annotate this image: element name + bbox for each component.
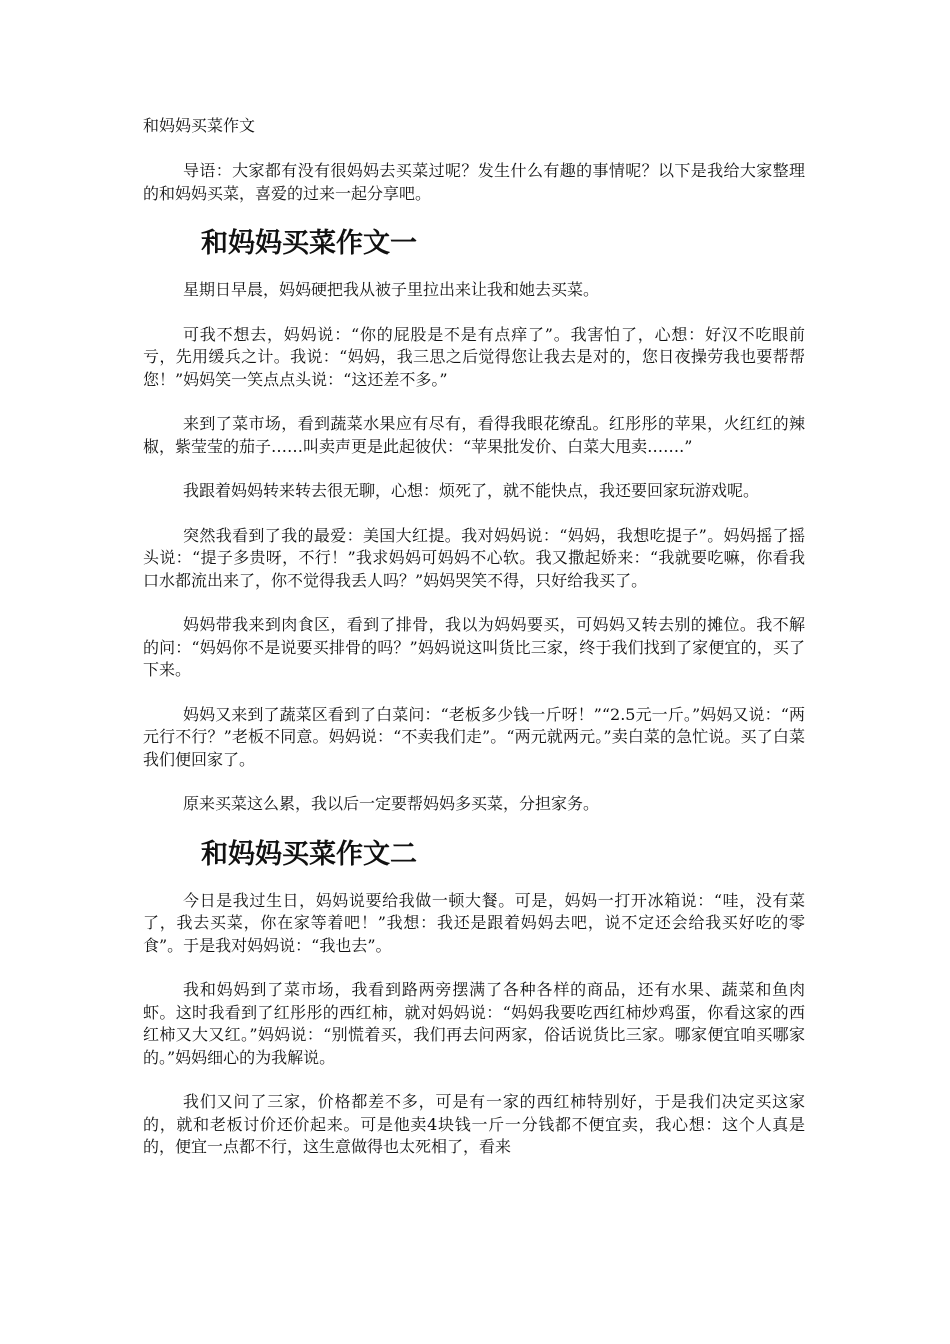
paragraph: 今日是我过生日，妈妈说要给我做一顿大餐。可是，妈妈一打开冰箱说：“哇，没有菜了，我去买菜，你在家等着吧！”我想：我还是跟着妈妈去吧，说不定还会给我买好吃的零食”。于是我对妈妈说：“我也去”。 <box>143 890 805 955</box>
paragraph: 妈妈又来到了蔬菜区看到了白菜问：“老板多少钱一斤呀！”“2.5元一斤。”妈妈又说：“两元行不行？”老板不同意。妈妈说：“不卖我们走”。“两元就两元。”卖白菜的急忙说。买了白菜我们便回家了。 <box>143 704 805 769</box>
document-body <box>143 114 805 1181</box>
paragraph: 我和妈妈到了菜市场，我看到路两旁摆满了各种各样的商品，还有水果、蔬菜和鱼肉虾。这时我看到了红彤彤的西红柿，就对妈妈说：“妈妈我要吃西红柿炒鸡蛋，你看这家的西红柿又大又红。”妈妈说：“别慌着买，我们再去问两家，俗话说货比三家。哪家便宜咱买哪家的。”妈妈细心的为我解说。 <box>143 980 805 1067</box>
intro-paragraph: 导语：大家都有没有很妈妈去买菜过呢？发生什么有趣的事情呢？以下是我给大家整理的和妈妈买菜，喜爱的过来一起分享吧。 <box>143 161 805 203</box>
paragraph: 我跟着妈妈转来转去很无聊，心想：烦死了，就不能快点，我还要回家玩游戏呢。 <box>183 481 760 500</box>
paragraph: 可我不想去，妈妈说：“你的屁股是不是有点痒了”。我害怕了，心想：好汉不吃眼前亏，先用缓兵之计。我说：“妈妈，我三思之后觉得您让我去是对的，您日夜操劳我也要帮帮您！”妈妈笑一笑点点头说：“这还差不多。” <box>143 324 805 389</box>
essay-section-1 <box>143 227 805 816</box>
paragraph: 原来买菜这么累，我以后一定要帮妈妈多买菜，分担家务。 <box>183 794 600 813</box>
section-heading: 和妈妈买菜作文二 <box>201 838 417 870</box>
essay-section-2 <box>143 838 805 1159</box>
paragraph: 星期日早晨，妈妈硬把我从被子里拉出来让我和她去买菜。 <box>183 280 600 299</box>
paragraph: 我们又问了三家，价格都差不多，可是有一家的西红柿特别好，于是我们决定买这家的，就和老板讨价还价起来。可是他卖4块钱一斤一分钱都不便宜卖，我心想：这个人真是的，便宜一点都不行，这生意做得也太死相了，看来 <box>143 1092 805 1156</box>
paragraph: 来到了菜市场，看到蔬菜水果应有尽有，看得我眼花缭乱。红彤彤的苹果，火红红的辣椒，紫莹莹的茄子……叫卖声更是此起彼伏：“苹果批发价、白菜大甩卖…….” <box>143 414 805 456</box>
paragraph: 妈妈带我来到肉食区，看到了排骨，我以为妈妈要买，可妈妈又转去别的摊位。我不解的问：“妈妈你不是说要买排骨的吗？”妈妈说这叫货比三家，终于我们找到了家便宜的，买了下来。 <box>143 615 805 679</box>
document-title: 和妈妈买菜作文 <box>143 116 256 135</box>
paragraph: 突然我看到了我的最爱：美国大红提。我对妈妈说：“妈妈，我想吃提子”。妈妈摇了摇头说：“提子多贵呀，不行！”我求妈妈可妈妈不心软。我又撒起娇来：“我就要吃嘛，你看我口水都流出来了，你不觉得我丢人吗？”妈妈哭笑不得，只好给我买了。 <box>143 525 805 590</box>
section-heading: 和妈妈买菜作文一 <box>201 228 417 259</box>
